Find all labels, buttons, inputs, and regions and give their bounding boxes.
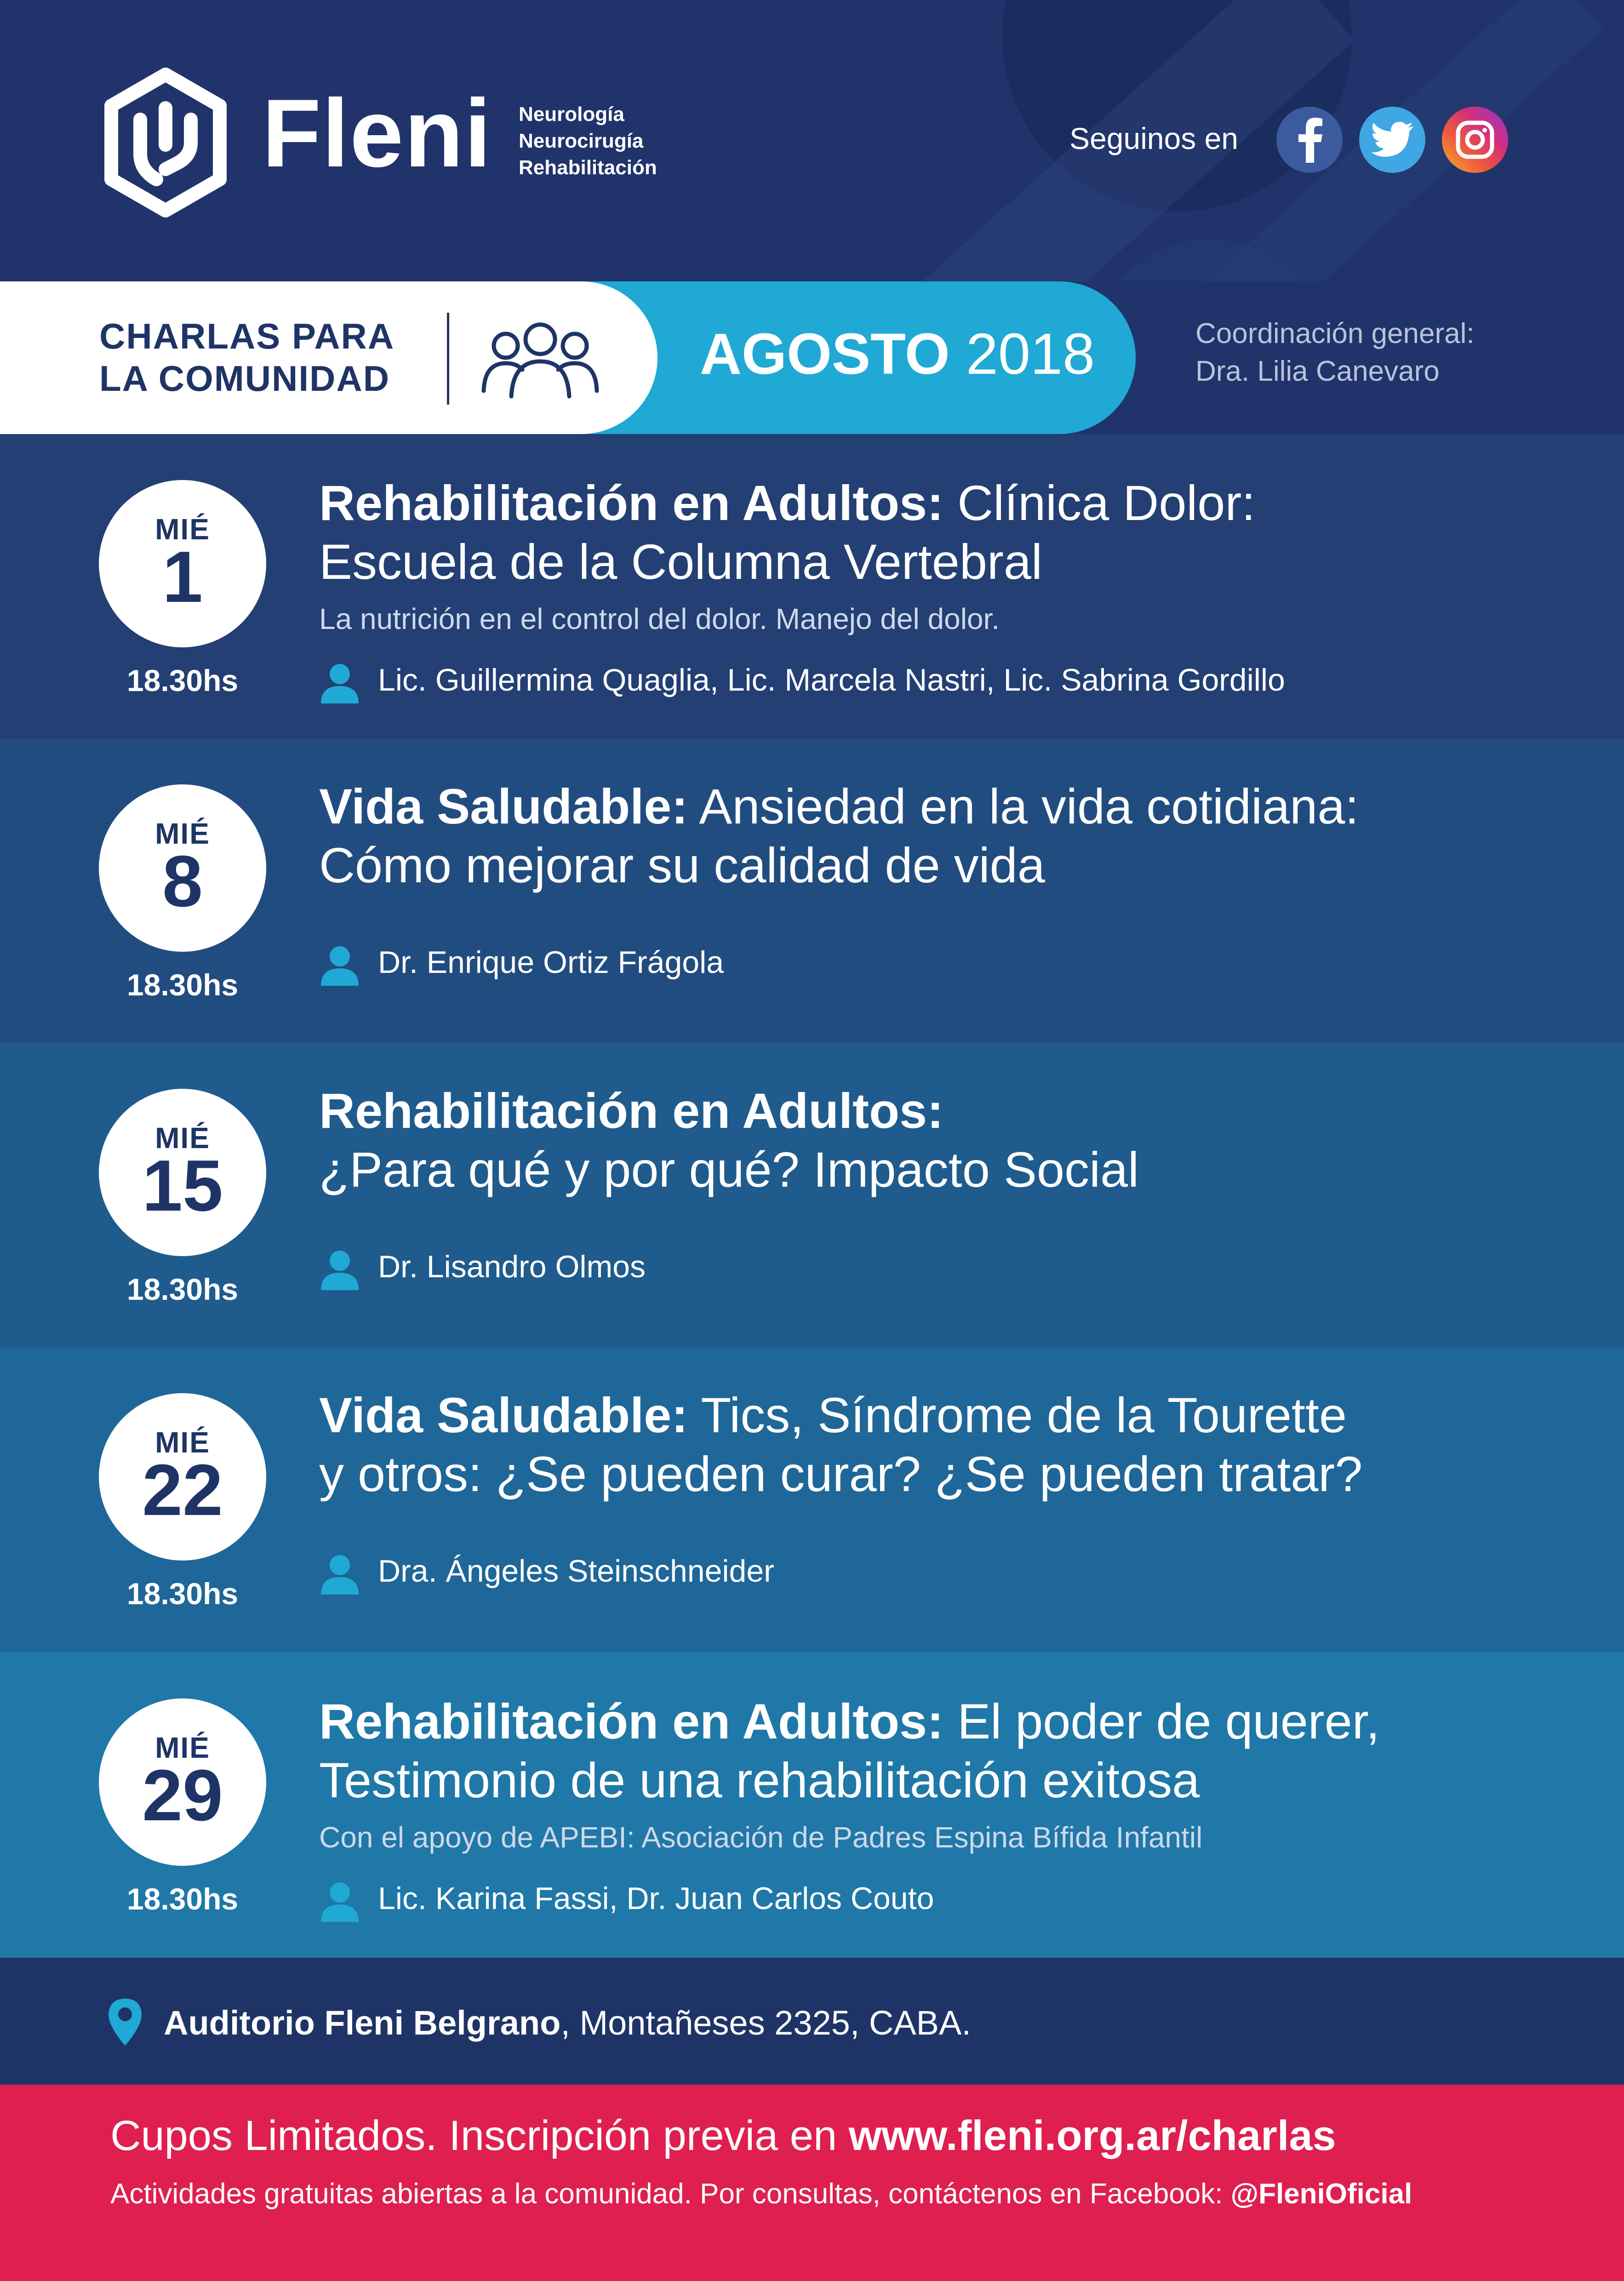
- event-title: [319, 777, 1597, 895]
- event-category: Vida Saludable:: [319, 778, 688, 834]
- event-row: [0, 434, 1624, 738]
- event-category: Rehabilitación en Adultos:: [319, 1693, 944, 1749]
- facebook-handle-link[interactable]: @FleniOficial: [1230, 2178, 1412, 2210]
- person-icon: [319, 1553, 360, 1595]
- event-title: [319, 1692, 1597, 1810]
- event-title-line2: ¿Para qué y por qué? Impacto Social: [319, 1142, 1139, 1197]
- date-badge: [99, 1393, 266, 1561]
- tagline-line: Rehabilitación: [519, 156, 657, 179]
- month: AGOSTO: [700, 321, 950, 386]
- day-of-week: MIÉ: [155, 513, 210, 546]
- registration-label: Cupos Limitados. Inscripción previa en: [110, 2112, 849, 2159]
- event-row: [0, 1043, 1624, 1347]
- contact-label: Actividades gratuitas abiertas a la comunidad. Por consultas, contáctenos en Facebook:: [110, 2178, 1231, 2210]
- series-title: [99, 315, 395, 400]
- series-title-line: CHARLAS PARA: [99, 316, 395, 356]
- divider: [447, 313, 449, 405]
- event-title-rest: El poder de querer,: [944, 1693, 1380, 1749]
- event-title-line2: Testimonio de una rehabilitación exitosa: [319, 1752, 1200, 1808]
- coordination: [1195, 315, 1475, 390]
- event-title: [319, 474, 1597, 591]
- event-time: 18.30hs: [126, 1577, 239, 1611]
- facebook-icon[interactable]: [1276, 107, 1343, 173]
- day-number: 1: [162, 537, 203, 617]
- day-of-week: MIÉ: [155, 1426, 210, 1459]
- event-time: 18.30hs: [126, 1882, 239, 1916]
- registration-link[interactable]: www.fleni.org.ar/charlas: [848, 2112, 1336, 2159]
- event-time: 18.30hs: [126, 1272, 239, 1306]
- event-row: [0, 1347, 1624, 1652]
- day-of-week: MIÉ: [155, 817, 210, 850]
- tagline-line: Neurocirugía: [519, 130, 644, 152]
- event-title-rest: Clínica Dolor:: [944, 475, 1256, 531]
- event-title: [319, 1081, 1597, 1199]
- event-speakers: Dr. Enrique Ortiz Frágola: [378, 945, 724, 980]
- date-badge: [99, 1698, 266, 1866]
- day-of-week: MIÉ: [155, 1731, 210, 1764]
- event-category: Rehabilitación en Adultos:: [319, 475, 944, 531]
- venue-address: , Montañeses 2325, CABA.: [560, 2004, 971, 2042]
- day-number: 22: [142, 1450, 223, 1531]
- contact-text: [110, 2176, 1412, 2212]
- month-year: [700, 322, 1095, 386]
- person-icon: [319, 662, 360, 703]
- series-title-line: LA COMUNIDAD: [99, 358, 390, 399]
- event-time: 18.30hs: [126, 968, 239, 1002]
- day-number: 29: [142, 1755, 223, 1836]
- event-title-line2: y otros: ¿Se pueden curar? ¿Se pueden tratar?: [319, 1446, 1363, 1502]
- event-category: Rehabilitación en Adultos:: [319, 1083, 944, 1138]
- date-badge: [99, 480, 266, 647]
- location-pin-icon: [107, 1997, 143, 2047]
- event-speakers: Lic. Karina Fassi, Dr. Juan Carlos Couto: [378, 1881, 934, 1916]
- person-icon: [319, 1249, 360, 1290]
- social-label: Seguinos en: [1069, 121, 1238, 155]
- coordination-name: Dra. Lilia Canevaro: [1195, 355, 1440, 387]
- fleni-logo-icon: [97, 64, 234, 221]
- tagline-line: Neurología: [519, 103, 624, 126]
- instagram-icon[interactable]: [1442, 107, 1508, 173]
- event-speakers: Dr. Lisandro Olmos: [378, 1249, 646, 1284]
- event-subtitle: La nutrición en el control del dolor. Manejo del dolor.: [319, 602, 1000, 635]
- twitter-icon[interactable]: [1359, 107, 1425, 173]
- event-speakers: Lic. Guillermina Quaglia, Lic. Marcela Nastri, Lic. Sabrina Gordillo: [378, 663, 1285, 697]
- event-subtitle: Con el apoyo de APEBI: Asociación de Padres Espina Bífida Infantil: [319, 1821, 1203, 1854]
- day-number: 8: [162, 841, 203, 922]
- coordination-label: Coordinación general:: [1195, 318, 1475, 349]
- brand-name: Fleni: [262, 79, 492, 187]
- registration-text: [110, 2110, 1336, 2161]
- date-badge: [99, 784, 266, 952]
- event-row: [0, 738, 1624, 1043]
- event-title: [319, 1386, 1597, 1504]
- person-icon: [319, 1881, 360, 1922]
- event-title-rest: Tics, Síndrome de la Tourette: [688, 1387, 1347, 1443]
- event-time: 18.30hs: [126, 663, 239, 697]
- event-title-line2: Escuela de la Columna Vertebral: [319, 534, 1042, 589]
- event-title-rest: Ansiedad en la vida cotidiana:: [688, 778, 1359, 834]
- event-title-line2: Cómo mejorar su calidad de vida: [319, 837, 1045, 893]
- people-group-icon: [478, 317, 602, 400]
- event-speakers: Dra. Ángeles Steinschneider: [378, 1554, 774, 1589]
- location-text: [164, 2002, 971, 2044]
- event-row: [0, 1652, 1624, 1958]
- day-of-week: MIÉ: [155, 1121, 210, 1155]
- person-icon: [319, 944, 360, 986]
- venue-name: Auditorio Fleni Belgrano: [164, 2004, 561, 2042]
- year: 2018: [966, 321, 1095, 386]
- event-category: Vida Saludable:: [319, 1387, 688, 1443]
- day-number: 15: [142, 1145, 223, 1226]
- brand-tagline: [519, 101, 657, 181]
- date-badge: [99, 1089, 266, 1256]
